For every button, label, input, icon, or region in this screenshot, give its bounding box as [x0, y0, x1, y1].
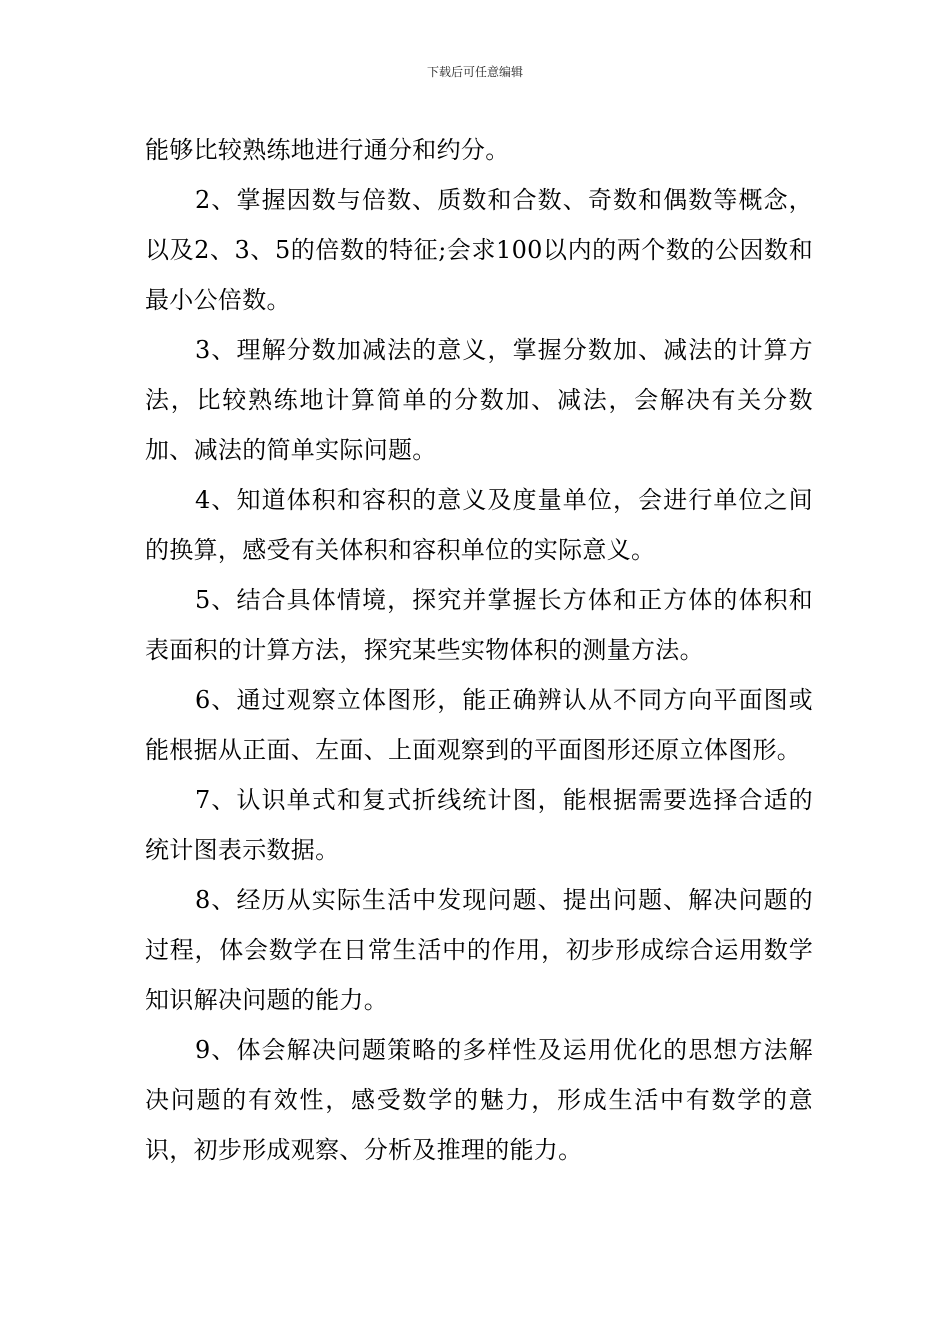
- paragraph-item-5: 5、结合具体情境，探究并掌握长方体和正方体的体积和表面积的计算方法，探究某些实物体积的测量方法。: [145, 586, 813, 664]
- paragraph-item-4: 4、知道体积和容积的意义及度量单位，会进行单位之间的换算，感受有关体积和容积单位的实际意义。: [145, 486, 813, 564]
- document-body: [145, 125, 813, 1175]
- page-header-note: 下载后可任意编辑: [426, 65, 523, 79]
- paragraph-item-6: 6、通过观察立体图形，能正确辨认从不同方向平面图或能根据从正面、左面、上面观察到的平面图形还原立体图形。: [145, 686, 813, 764]
- paragraph-item-3: 3、理解分数加减法的意义，掌握分数加、减法的计算方法，比较熟练地计算简单的分数加、减法，会解决有关分数加、减法的简单实际问题。: [145, 336, 813, 464]
- paragraph-item-9: 9、体会解决问题策略的多样性及运用优化的思想方法解决问题的有效性，感受数学的魅力，形成生活中有数学的意识，初步形成观察、分析及推理的能力。: [145, 1036, 813, 1164]
- paragraph-continuation: 能够比较熟练地进行通分和约分。: [145, 136, 510, 164]
- paragraph-item-7: 7、认识单式和复式折线统计图，能根据需要选择合适的统计图表示数据。: [145, 786, 813, 864]
- paragraph-item-2: 2、掌握因数与倍数、质数和合数、奇数和偶数等概念，以及2、3、5的倍数的特征;会求100以内的两个数的公因数和最小公倍数。: [145, 186, 813, 314]
- paragraph-item-8: 8、经历从实际生活中发现问题、提出问题、解决问题的过程，体会数学在日常生活中的作用，初步形成综合运用数学知识解决问题的能力。: [145, 886, 813, 1014]
